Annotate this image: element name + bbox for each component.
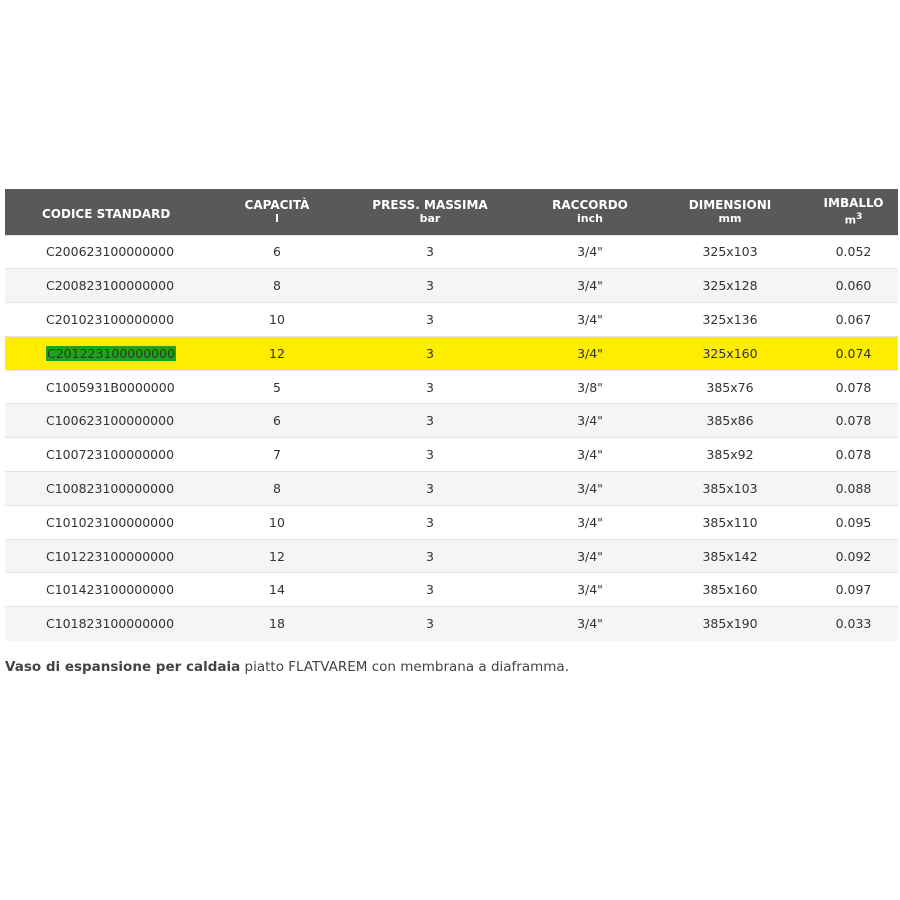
cell-raccordo: 3/4" bbox=[529, 438, 651, 472]
cell-capacita: 10 bbox=[223, 303, 331, 337]
cell-code bbox=[5, 472, 223, 506]
cell-press: 3 bbox=[331, 269, 529, 303]
cell-code bbox=[5, 235, 223, 269]
cell-press: 3 bbox=[331, 336, 529, 370]
header-imballo-unit-sup: 3 bbox=[856, 210, 863, 222]
cell-capacita: 8 bbox=[223, 269, 331, 303]
header-dimensioni-unit: mm bbox=[718, 211, 742, 225]
cell-dimensioni: 385x92 bbox=[651, 438, 809, 472]
cell-capacita: 10 bbox=[223, 505, 331, 539]
cell-code-text: C100823100000000 bbox=[46, 480, 175, 496]
table-row bbox=[5, 269, 898, 303]
cell-code bbox=[5, 505, 223, 539]
cell-code-text: C101823100000000 bbox=[46, 616, 175, 632]
cell-imballo: 0.092 bbox=[809, 539, 898, 573]
table-row bbox=[5, 303, 898, 337]
cell-code bbox=[5, 539, 223, 573]
cell-dimensioni: 385x76 bbox=[651, 370, 809, 404]
cell-code-text: C100623100000000 bbox=[46, 413, 175, 429]
header-raccordo-unit: inch bbox=[577, 211, 603, 225]
cell-dimensioni: 385x142 bbox=[651, 539, 809, 573]
cell-dimensioni: 325x136 bbox=[651, 303, 809, 337]
cell-press: 3 bbox=[331, 607, 529, 641]
cell-press: 3 bbox=[331, 370, 529, 404]
header-codice bbox=[5, 189, 223, 235]
table-row bbox=[5, 505, 898, 539]
cell-imballo: 0.078 bbox=[809, 404, 898, 438]
cell-dimensioni: 325x103 bbox=[651, 235, 809, 269]
cell-raccordo: 3/4" bbox=[529, 607, 651, 641]
cell-code-text: C200823100000000 bbox=[46, 278, 175, 294]
cell-press: 3 bbox=[331, 303, 529, 337]
header-imballo bbox=[809, 189, 898, 235]
table-body bbox=[5, 235, 898, 641]
table-header bbox=[5, 189, 898, 235]
cell-code-text: C201223100000000 bbox=[47, 345, 176, 361]
cell-imballo: 0.078 bbox=[809, 438, 898, 472]
cell-press: 3 bbox=[331, 438, 529, 472]
cell-press: 3 bbox=[331, 472, 529, 506]
header-capacita-label: CAPACITÀ bbox=[244, 197, 310, 212]
table-row bbox=[5, 539, 898, 573]
cell-press: 3 bbox=[331, 573, 529, 607]
cell-raccordo: 3/8" bbox=[529, 370, 651, 404]
table-row bbox=[5, 607, 898, 641]
header-raccordo-label: RACCORDO bbox=[552, 197, 628, 212]
cell-dimensioni: 385x86 bbox=[651, 404, 809, 438]
cell-code bbox=[5, 438, 223, 472]
cell-code-text: C201023100000000 bbox=[46, 311, 175, 327]
cell-capacita: 12 bbox=[223, 539, 331, 573]
header-row bbox=[5, 189, 898, 235]
table-row bbox=[5, 438, 898, 472]
caption-rest: piatto FLATVAREM con membrana a diaframma. bbox=[240, 659, 569, 675]
cell-raccordo: 3/4" bbox=[529, 336, 651, 370]
product-caption bbox=[5, 659, 569, 675]
cell-code bbox=[5, 573, 223, 607]
cell-imballo: 0.067 bbox=[809, 303, 898, 337]
header-imballo-label: IMBALLO bbox=[823, 195, 884, 210]
product-table-container bbox=[5, 189, 898, 641]
cell-dimensioni: 385x190 bbox=[651, 607, 809, 641]
cell-imballo: 0.095 bbox=[809, 505, 898, 539]
cell-code-text: C101223100000000 bbox=[46, 548, 175, 564]
header-press-unit: bar bbox=[419, 211, 441, 225]
cell-code-text: C101023100000000 bbox=[46, 514, 175, 530]
cell-raccordo: 3/4" bbox=[529, 539, 651, 573]
header-dimensioni-label: DIMENSIONI bbox=[688, 197, 772, 212]
cell-raccordo: 3/4" bbox=[529, 505, 651, 539]
header-imballo-unit bbox=[809, 210, 898, 228]
header-codice-label: CODICE STANDARD bbox=[42, 206, 171, 221]
table-row bbox=[5, 472, 898, 506]
cell-code bbox=[5, 303, 223, 337]
cell-capacita: 18 bbox=[223, 607, 331, 641]
cell-imballo: 0.074 bbox=[809, 336, 898, 370]
cell-raccordo: 3/4" bbox=[529, 404, 651, 438]
cell-dimensioni: 325x128 bbox=[651, 269, 809, 303]
cell-imballo: 0.078 bbox=[809, 370, 898, 404]
cell-raccordo: 3/4" bbox=[529, 573, 651, 607]
cell-imballo: 0.052 bbox=[809, 235, 898, 269]
cell-imballo: 0.033 bbox=[809, 607, 898, 641]
cell-dimensioni: 385x160 bbox=[651, 573, 809, 607]
header-dimensioni bbox=[651, 189, 809, 235]
cell-dimensioni: 385x110 bbox=[651, 505, 809, 539]
cell-press: 3 bbox=[331, 505, 529, 539]
cell-capacita: 5 bbox=[223, 370, 331, 404]
cell-capacita: 6 bbox=[223, 235, 331, 269]
cell-raccordo: 3/4" bbox=[529, 303, 651, 337]
cell-code bbox=[5, 336, 223, 370]
cell-imballo: 0.060 bbox=[809, 269, 898, 303]
product-table bbox=[5, 189, 898, 641]
caption-bold: Vaso di espansione per caldaia bbox=[5, 659, 241, 675]
cell-dimensioni: 325x160 bbox=[651, 336, 809, 370]
cell-raccordo: 3/4" bbox=[529, 235, 651, 269]
table-row bbox=[5, 404, 898, 438]
table-row bbox=[5, 573, 898, 607]
cell-code bbox=[5, 404, 223, 438]
cell-capacita: 8 bbox=[223, 472, 331, 506]
cell-capacita: 14 bbox=[223, 573, 331, 607]
cell-code bbox=[5, 607, 223, 641]
cell-imballo: 0.097 bbox=[809, 573, 898, 607]
cell-code-text: C1005931B0000000 bbox=[46, 379, 175, 395]
cell-capacita: 7 bbox=[223, 438, 331, 472]
cell-press: 3 bbox=[331, 404, 529, 438]
cell-code-text: C101423100000000 bbox=[46, 582, 175, 598]
cell-imballo: 0.088 bbox=[809, 472, 898, 506]
cell-press: 3 bbox=[331, 235, 529, 269]
cell-code bbox=[5, 370, 223, 404]
cell-capacita: 6 bbox=[223, 404, 331, 438]
header-capacita bbox=[223, 189, 331, 235]
header-raccordo bbox=[529, 189, 651, 235]
header-press bbox=[331, 189, 529, 235]
header-capacita-unit: l bbox=[275, 211, 279, 225]
cell-code bbox=[5, 269, 223, 303]
header-imballo-unit-base: m bbox=[844, 213, 857, 227]
cell-code-text: C100723100000000 bbox=[46, 447, 175, 463]
cell-capacita: 12 bbox=[223, 336, 331, 370]
cell-dimensioni: 385x103 bbox=[651, 472, 809, 506]
cell-raccordo: 3/4" bbox=[529, 472, 651, 506]
cell-press: 3 bbox=[331, 539, 529, 573]
table-row bbox=[5, 370, 898, 404]
header-press-label: PRESS. MASSIMA bbox=[372, 197, 488, 212]
cell-raccordo: 3/4" bbox=[529, 269, 651, 303]
cell-code-text: C200623100000000 bbox=[46, 244, 175, 260]
table-row bbox=[5, 235, 898, 269]
table-row bbox=[5, 336, 898, 370]
